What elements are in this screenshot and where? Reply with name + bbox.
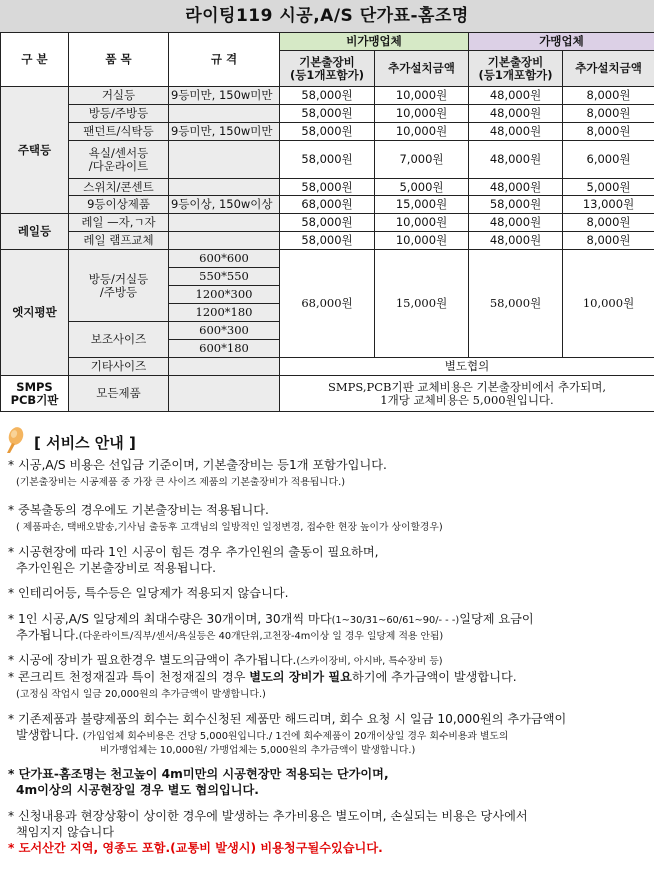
price-cell: 68,000원: [280, 250, 375, 358]
price-cell: 58,000원: [280, 141, 375, 179]
item-cell: 레일 램프교체: [69, 232, 169, 250]
item-cell: 팬던트/식탁등: [69, 123, 169, 141]
price-cell: 5,000원: [563, 179, 654, 196]
header-item: 품 목: [69, 33, 169, 87]
spec-cell: [169, 232, 280, 250]
price-cell: 58,000원: [280, 179, 375, 196]
item-cell: 9등이상제품: [69, 196, 169, 214]
price-cell: 8,000원: [563, 214, 654, 232]
price-table: [0, 32, 654, 412]
table-row: [1, 105, 654, 123]
edge-other: 기타사이즈: [69, 358, 169, 376]
note-4: * 인테리어등, 특수등은 일당제가 적용되지 않습니다.: [8, 586, 289, 600]
price-cell: 15,000원: [375, 196, 469, 214]
price-cell: 48,000원: [469, 232, 563, 250]
price-cell: 10,000원: [375, 105, 469, 123]
price-cell: 8,000원: [563, 87, 654, 105]
price-cell: 10,000원: [563, 250, 654, 358]
item-cell: 레일 —자,ㄱ자: [69, 214, 169, 232]
note-11: * 도서산간 지역, 영종도 포함.(교통비 발생시) 비용청구될수있습니다.: [8, 841, 383, 855]
table-row: [1, 250, 654, 268]
note-3-line1: * 시공현장에 따라 1인 시공이 힘든 경우 추가인원의 출동이 필요하며,: [8, 545, 379, 559]
price-cell: 10,000원: [375, 232, 469, 250]
smps-note: SMPS,PCB기판 교체비용은 기본출장비에서 추가되며, 1개당 교체비용은 5,000원입니다.: [280, 376, 654, 412]
price-cell: 48,000원: [469, 179, 563, 196]
note-3-line2: 추가인원은 기본출장비로 적용됩니다.: [16, 561, 216, 575]
header-nb-extra: 추가설치금액: [375, 51, 469, 87]
group-smps: SMPS PCB기판: [1, 376, 69, 412]
price-cell: 8,000원: [563, 232, 654, 250]
table-row: [1, 123, 654, 141]
price-cell: 68,000원: [280, 196, 375, 214]
price-cell: 5,000원: [375, 179, 469, 196]
price-cell: 6,000원: [563, 141, 654, 179]
price-cell: 별도협의: [280, 358, 654, 376]
note-7: * 콘크리트 천정재질과 특이 천정재질의 경우 별도의 장비가 필요하기에 추가금액이 발생합니다.: [8, 670, 517, 684]
note-10-line2: 책임지지 않습니다: [16, 825, 115, 839]
spec-cell: [169, 376, 280, 412]
page-title: 라이팅119 시공,A/S 단가표-홈조명: [0, 0, 654, 32]
note-6: * 시공에 장비가 필요한경우 별도의금액이 추가됩니다.(스카이장비, 아시바, 특수장비 등): [8, 653, 443, 667]
item-cell: 모든제품: [69, 376, 169, 412]
table-row: [1, 196, 654, 214]
spec-cell: [169, 105, 280, 123]
price-cell: 15,000원: [375, 250, 469, 358]
price-cell: 8,000원: [563, 105, 654, 123]
spec-cell: 9등미만, 150w미만: [169, 87, 280, 105]
note-8-line3: 비가맹업체는 10,000원/ 가맹업체는 5,000원의 추가금액이 발생합니다.): [100, 745, 416, 756]
item-cell: 방등/주방등: [69, 105, 169, 123]
note-1: * 시공,A/S 비용은 선입금 기준이며, 기본출장비는 등1개 포함가입니다.: [8, 458, 387, 472]
note-1-sub: (기본출장비는 시공제품 중 가장 큰 사이즈 제품의 기본출장비가 적용됩니다.): [16, 477, 346, 488]
price-cell: 13,000원: [563, 196, 654, 214]
spec-cell: [169, 358, 280, 376]
header-ab-base-fee: 기본출장비 (등1개포함가): [469, 51, 563, 87]
note-5-line2: 추가됩니다.(다운라이트/직부/센서/욕실등은 40개단위,고천장-4m이상 일 경우 일당제 적용 안됨): [16, 628, 444, 642]
price-cell: 58,000원: [280, 105, 375, 123]
price-cell: 58,000원: [469, 196, 563, 214]
header-spec: 규 격: [169, 33, 280, 87]
price-cell: 48,000원: [469, 141, 563, 179]
price-cell: 48,000원: [469, 105, 563, 123]
table-row: [1, 376, 654, 412]
edge-sub2: 보조사이즈: [69, 322, 169, 358]
table-row: [1, 358, 654, 376]
header-ab-extra: 추가설치금액: [563, 51, 654, 87]
price-cell: 10,000원: [375, 87, 469, 105]
item-cell: 거실등: [69, 87, 169, 105]
size-cell: 550*550: [169, 268, 280, 286]
group-housing: 주택등: [1, 87, 69, 214]
group-edge: 엣지평판: [1, 250, 69, 376]
price-cell: 58,000원: [280, 123, 375, 141]
note-8-line2: 발생합니다. (가입업체 회수비용은 건당 5,000원입니다./ 1건에 회수제품이 20개이상일 경우 회수비용과 별도의: [16, 728, 509, 742]
size-cell: 600*180: [169, 340, 280, 358]
header-category: 구 분: [1, 33, 69, 87]
header-affiliate: 가맹업체: [469, 33, 654, 51]
price-cell: 58,000원: [280, 87, 375, 105]
table-row: [1, 141, 654, 179]
price-cell: 48,000원: [469, 123, 563, 141]
note-9-line1: * 단가표-홈조명는 천고높이 4m미만의 시공현장만 적용되는 단가이며,: [8, 767, 389, 781]
size-cell: 600*300: [169, 322, 280, 340]
price-cell: 7,000원: [375, 141, 469, 179]
item-cell: 스위치/콘센트: [69, 179, 169, 196]
spec-cell: [169, 141, 280, 179]
price-cell: 8,000원: [563, 123, 654, 141]
price-cell: 48,000원: [469, 87, 563, 105]
note-8-line1: * 기존제품과 불량제품의 회수는 회수신청된 제품만 해드리며, 회수 요청 시 일금 10,000원의 추가금액이: [8, 712, 567, 726]
note-9-line2: 4m이상의 시공현장일 경우 별도 협의입니다.: [16, 783, 259, 797]
note-5-line1: * 1인 시공,A/S 일당제의 최대수량은 30개이며, 30개씩 마다(1~30/31~60/61~90/- - -)일당제 요금이: [8, 612, 534, 626]
item-cell: 욕실/센서등 /다운라이트: [69, 141, 169, 179]
spec-cell: [169, 179, 280, 196]
pin-icon: [4, 426, 24, 454]
price-cell: 58,000원: [280, 214, 375, 232]
spec-cell: 9등이상, 150w이상: [169, 196, 280, 214]
table-row: [1, 87, 654, 105]
service-notes: [0, 424, 654, 873]
note-2: * 중복출동의 경우에도 기본출장비는 적용됩니다.: [8, 503, 269, 517]
note-10-line1: * 신청내용과 현장상황이 상이한 경우에 발생하는 추가비용은 별도이며, 손실되는 비용은 당사에서: [8, 809, 528, 823]
price-cell: 10,000원: [375, 123, 469, 141]
service-title: [ 서비스 안내 ]: [34, 434, 136, 452]
note-7-sub: (고정심 작업시 일금 20,000원의 추가금액이 발생합니다.): [16, 689, 266, 700]
group-rail: 레일등: [1, 214, 69, 250]
price-cell: 10,000원: [375, 214, 469, 232]
table-row: [1, 232, 654, 250]
table-row: [1, 214, 654, 232]
price-cell: 58,000원: [280, 232, 375, 250]
price-cell: 58,000원: [469, 250, 563, 358]
spec-cell: [169, 214, 280, 232]
spec-cell: 9등미만, 150w미만: [169, 123, 280, 141]
note-2-sub: ( 제품파손, 택배오발송,기사님 출동후 고객님의 일방적인 일정변경, 접수한 현장 높이가 상이할경우): [16, 522, 443, 533]
size-cell: 600*600: [169, 250, 280, 268]
price-cell: 48,000원: [469, 214, 563, 232]
header-non-affiliate: 비가맹업체: [280, 33, 469, 51]
table-row: [1, 179, 654, 196]
size-cell: 1200*180: [169, 304, 280, 322]
edge-sub1: 방등/거실등 /주방등: [69, 250, 169, 322]
size-cell: 1200*300: [169, 286, 280, 304]
header-nb-base-fee: 기본출장비 (등1개포함가): [280, 51, 375, 87]
